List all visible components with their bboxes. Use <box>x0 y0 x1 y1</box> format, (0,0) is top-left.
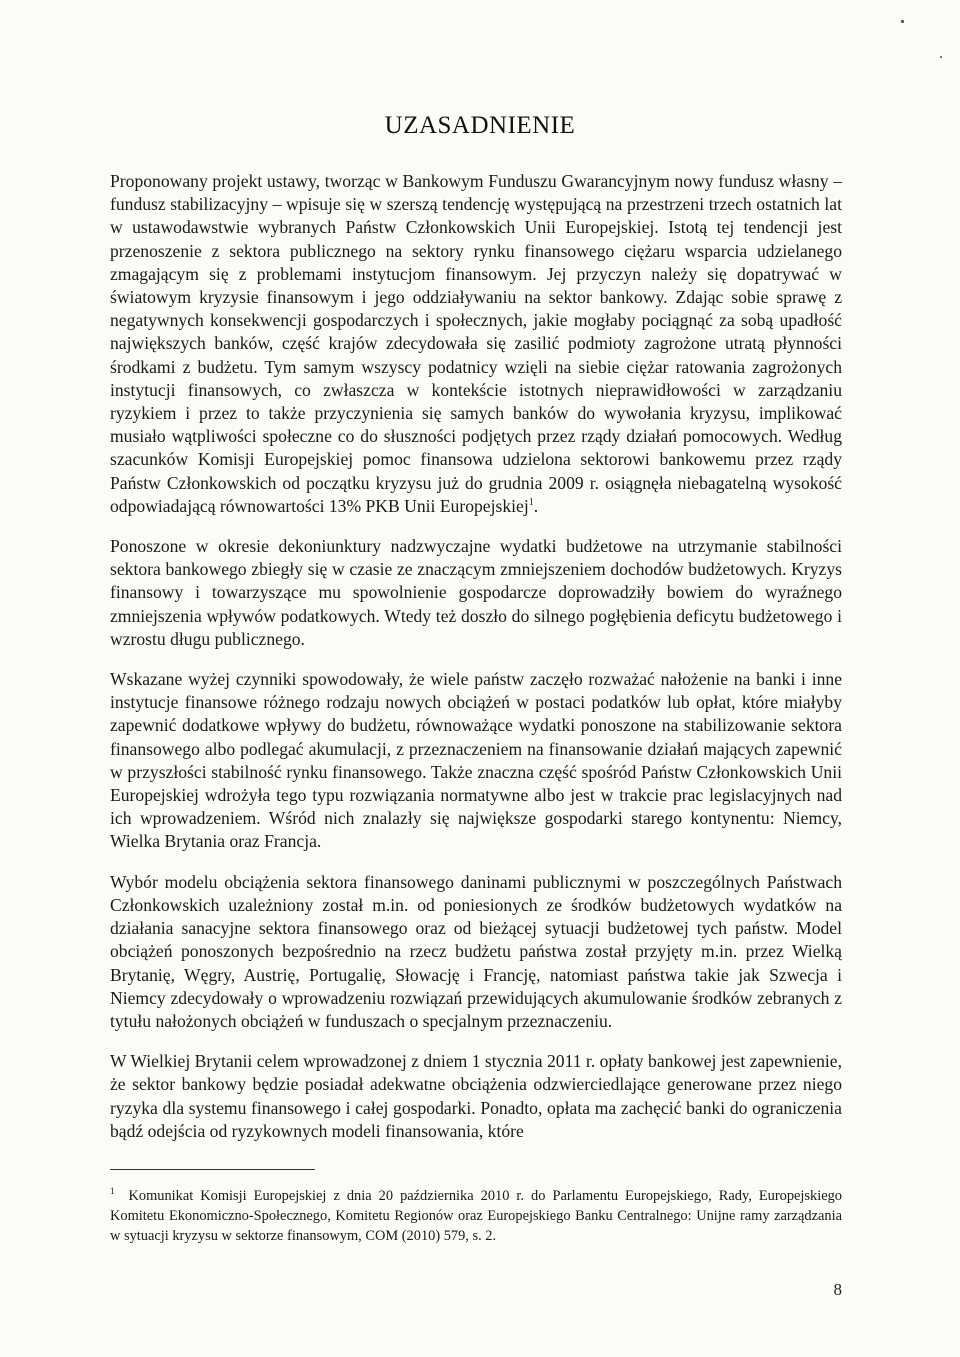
footnote-divider <box>110 1169 315 1170</box>
paragraph-5: W Wielkiej Brytanii celem wprowadzonej z dniem 1 stycznia 2011 r. opłaty bankowej jest zapewnienie, że sektor bankowy będzie posiadał adekwatne obciążenia odzwierciedlające generowane przez niego ryzyka dla systemu finansowego i całej gospodarki. Ponadto, opłata ma zachęcić banki do ograniczenia bądź odejścia od ryzykownych modeli finansowania, które <box>110 1051 842 1141</box>
footnote-reference[interactable]: 1 <box>528 496 534 508</box>
paragraph-4: Wybór modelu obciążenia sektora finansowego daninami publicznymi w poszczególnych Państwach Członkowskich uzależniony został m.in. od poniesionych ze środków budżetowych wydatków na działania sanacyjne sektora finansowego oraz od bieżącej sytuacji budżetowej tych państw. Model obciążeń ponoszonych bezpośrednio na rzecz budżetu państwa został przyjęty m.in. przez Wielką Brytanię, Węgry, Austrię, Portugalię, Słowację i Francję, natomiast państwa takie jak Szwecja i Niemcy zdecydowały o wprowadzeniu rozwiązań przewidujących akumulowanie środków zebranych z tytułu nałożonych obciążeń w funduszach o specjalnym przeznaczeniu. <box>110 871 842 1031</box>
scan-speck <box>901 20 904 23</box>
footnote-text: Komunikat Komisji Europejskiej z dnia 20 października 2010 r. do Parlamentu Europejskiego, Rady, Europejskiego Komitetu Ekonomiczno-Społecznego, Komitetu Regionów oraz Europejskiego Banku Centralnego: Unijne ramy zarządzania w sytuacji kryzysu w sektorze finansowym, COM (2010) 579, s. 2. <box>110 1188 842 1244</box>
document-body <box>110 170 842 1160</box>
paragraph-1 <box>110 170 842 518</box>
document-title: UZASADNIENIE <box>384 112 576 139</box>
page-number: 8 <box>833 1280 842 1299</box>
paragraph-2: Ponoszone w okresie dekoniunktury nadzwyczajne wydatki budżetowe na utrzymanie stabilności sektora bankowego zbiegły się w czasie ze znaczącym zmniejszeniem dochodów budżetowych. Kryzys finansowy i towarzyszące mu spowolnienie gospodarcze doprowadziły bowiem do wyraźnego zmniejszenia wpływów podatkowych. Wtedy też doszło do silnego pogłębienia deficytu budżetowego i wzrostu długu publicznego. <box>110 536 842 649</box>
footnote-mark: 1 <box>110 1186 115 1197</box>
scan-speck <box>940 56 942 58</box>
footnote <box>110 1186 842 1246</box>
paragraph-1-text: Proponowany projekt ustawy, tworząc w Bankowym Funduszu Gwarancyjnym nowy fundusz własny – fundusz stabilizacyjny – wpisuje się w szerszą tendencję występującą na przestrzeni trzech ostatnich lat w ustawodawstwie wybranych Państw Członkowskich Unii Europejskiej. Istotą tej tendencji jest przenoszenie z sektora publicznego na sektory rynku finansowego ciężaru wsparcia udzielanego zmagającym się z problemami instytucjom finansowym. Jej przyczyn należy się dopatrywać w światowym kryzysie finansowym i jego oddziaływaniu na sektor bankowy. Zdając sobie sprawę z negatywnych konsekwencji gospodarczych i społecznych, jakie mogłaby pociągnąć za sobą upadłość największych banków, część krajów zdecydowała się zasilić podmioty zagrożone utratą płynności środkami z budżetu. Tym samym wszyscy podatnicy wzięli na siebie ciężar ratowania zagrożonych instytucji finansowych, co zwłaszcza w kontekście istotnych nieprawidłowości w zarządzaniu ryzykiem i przez to także przyczynienia się samych banków do wywołania kryzysu, implikować musiało wątpliwości społeczne co do słuszności podjętych przez rządy działań pomocowych. Według szacunków Komisji Europejskiej pomoc finansowa udzielona sektorowi bankowemu przez rządy Państw Członkowskich od początku kryzysu już do grudnia 2009 r. osiągnęła niebagatelną wysokość odpowiadającą równowartości 13% PKB Unii Europejskiej <box>110 171 842 516</box>
paragraph-3: Wskazane wyżej czynniki spowodowały, że wiele państw zaczęło rozważać nałożenie na banki i inne instytucje finansowe różnego rodzaju nowych obciążeń w postaci podatków lub opłat, które miałyby zapewnić dodatkowe wpływy do budżetu, równoważące wydatki ponoszone na stabilizowanie sektora finansowego albo podlegać akumulacji, z przeznaczeniem na finansowanie działań mających zapewnić w przyszłości stabilność rynku finansowego. Także znaczna część spośród Państw Członkowskich Unii Europejskiej wdrożyła tego typu rozwiązania normatywne albo jest w trakcie prac legislacyjnych nad ich wprowadzeniem. Wśród nich znalazły się największe gospodarki starego kontynentu: Niemcy, Wielka Brytania oraz Francja. <box>110 669 842 852</box>
paragraph-1-end: . <box>533 495 539 516</box>
